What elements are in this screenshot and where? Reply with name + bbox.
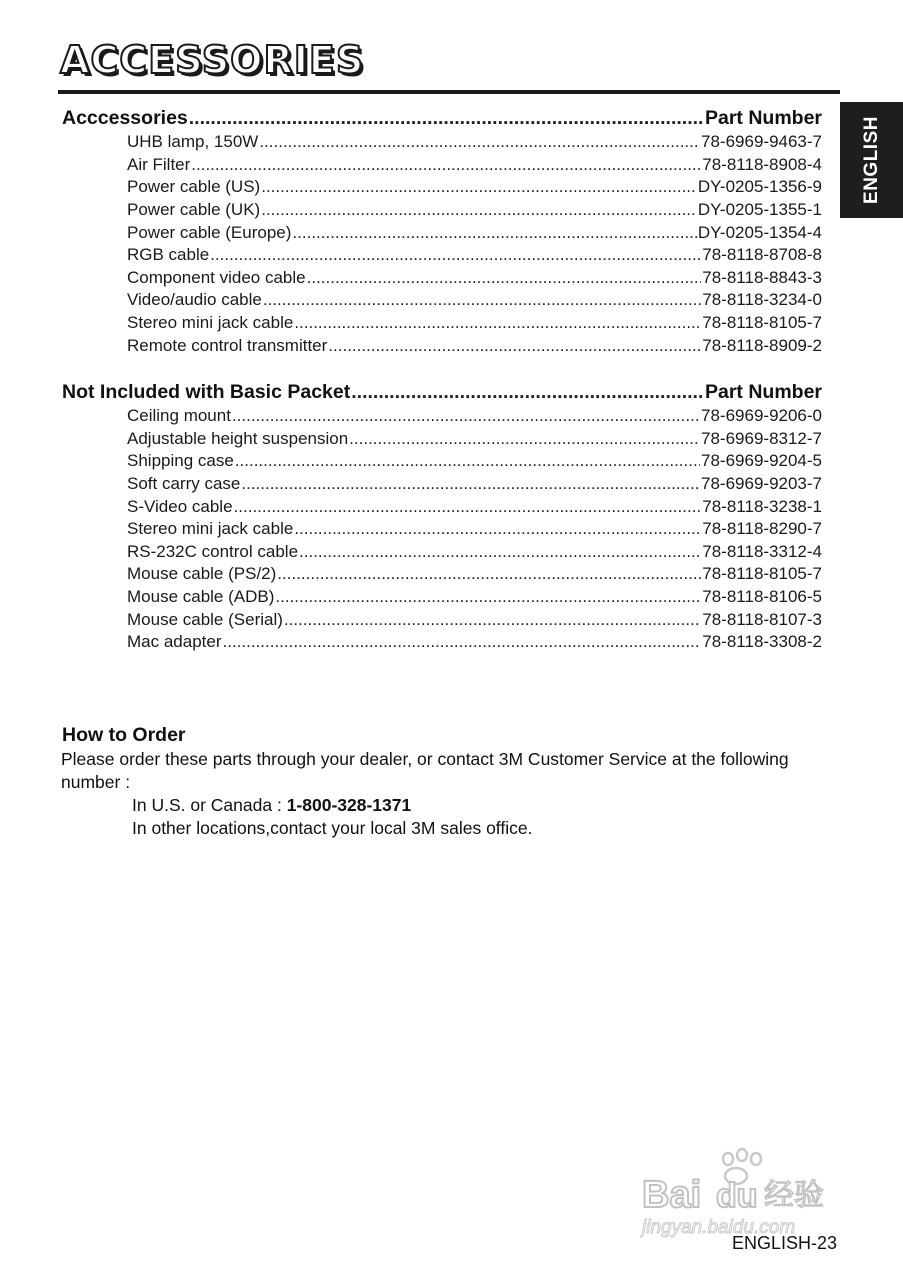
list-item	[62, 632, 822, 655]
us-contact-label: In U.S. or Canada :	[132, 795, 282, 815]
item-name: Ceiling mount	[127, 406, 231, 425]
item-part-number: 78-6969-8312-7	[701, 428, 822, 448]
item-name: Stereo mini jack cable	[127, 313, 294, 333]
language-tab	[840, 102, 903, 218]
item-name: Shipping case	[127, 451, 234, 471]
accessories-header-label: Acccessories	[62, 107, 188, 129]
dot-leader	[189, 107, 704, 130]
dot-leader	[284, 610, 701, 630]
dot-leader	[223, 632, 702, 652]
dot-leader	[261, 177, 697, 197]
baidu-watermark	[640, 1145, 850, 1240]
list-item	[62, 336, 822, 359]
list-item	[62, 268, 822, 291]
list-item	[62, 542, 822, 565]
dot-leader	[292, 223, 696, 243]
item-name: RS-232C control cable	[127, 541, 299, 561]
dot-leader	[261, 200, 697, 220]
item-name: Remote control transmitter	[127, 335, 328, 355]
dot-leader	[263, 290, 701, 310]
item-part-number: 78-8118-3312-4	[702, 541, 822, 561]
other-locations-line: In other locations,contact your local 3M sales office.	[132, 818, 533, 838]
item-part-number: 78-8118-8107-3	[702, 609, 822, 629]
list-item	[62, 223, 822, 246]
list-item	[62, 155, 822, 178]
dot-leader	[241, 474, 700, 494]
dot-leader	[235, 451, 700, 471]
not-included-header	[62, 381, 822, 406]
not-included-header-label: Not Included with Basic Packet	[62, 381, 351, 403]
us-phone-number: 1-800-328-1371	[286, 795, 412, 815]
not-included-section	[62, 381, 822, 655]
how-to-order-text: Please order these parts through your dealer, or contact 3M Customer Service at the following number :	[61, 749, 789, 792]
accessories-header-part: Part Number	[704, 107, 822, 129]
item-name: Adjustable height suspension	[127, 428, 349, 448]
dot-leader	[232, 406, 700, 426]
dot-leader	[328, 336, 701, 356]
item-part-number: 78-8118-3238-1	[702, 496, 822, 516]
item-part-number: 78-8118-8843-3	[702, 267, 822, 287]
item-name: Power cable (UK)	[127, 199, 261, 219]
us-contact-line	[132, 795, 411, 816]
list-item	[62, 519, 822, 542]
item-part-number: 78-6969-9206-0	[701, 406, 822, 425]
item-part-number: 78-6969-9204-5	[701, 451, 822, 471]
item-part-number: 78-8118-8708-8	[702, 245, 822, 265]
item-part-number: 78-8118-8908-4	[702, 154, 822, 174]
item-name: Power cable (Europe)	[127, 222, 292, 242]
list-item	[62, 177, 822, 200]
dot-leader	[277, 564, 701, 584]
list-item	[62, 406, 822, 429]
list-item	[62, 610, 822, 633]
dot-leader	[259, 132, 700, 152]
item-part-number: 78-6969-9203-7	[701, 473, 822, 493]
item-name: RGB cable	[127, 245, 210, 265]
item-name: Video/audio cable	[127, 290, 262, 310]
item-part-number: 78-8118-3308-2	[702, 632, 822, 652]
dot-leader	[351, 381, 704, 404]
dot-leader	[275, 587, 701, 607]
item-part-number: 78-8118-3234-0	[702, 290, 822, 310]
item-part-number: 78-6969-9463-7	[701, 132, 822, 151]
item-name: Mouse cable (ADB)	[127, 587, 275, 607]
dot-leader	[349, 429, 700, 449]
item-name: Component video cable	[127, 267, 306, 287]
dot-leader	[234, 497, 702, 517]
accessories-header	[62, 107, 822, 132]
dot-leader	[210, 245, 701, 265]
not-included-header-part: Part Number	[704, 381, 822, 403]
dot-leader	[307, 268, 702, 288]
accessories-list	[62, 132, 822, 358]
item-name: Soft carry case	[127, 473, 241, 493]
list-item	[62, 451, 822, 474]
item-name: Air Filter	[127, 154, 191, 174]
watermark-url: jingyan.baidu.com	[642, 1217, 796, 1238]
item-part-number: DY-0205-1355-1	[697, 199, 822, 219]
list-item	[62, 429, 822, 452]
how-to-order-heading: How to Order	[62, 724, 186, 746]
list-item	[62, 245, 822, 268]
item-part-number: DY-0205-1356-9	[697, 177, 822, 197]
item-name: Mouse cable (Serial)	[127, 609, 283, 629]
list-item	[62, 200, 822, 223]
not-included-list	[62, 406, 822, 655]
item-name: S-Video cable	[127, 496, 233, 516]
list-item	[62, 587, 822, 610]
list-item	[62, 474, 822, 497]
item-name: Mouse cable (PS/2)	[127, 564, 277, 584]
item-name: Power cable (US)	[127, 177, 261, 197]
watermark-brand: Bai	[642, 1174, 702, 1216]
item-part-number: 78-8118-8290-7	[702, 519, 822, 539]
item-name: Mac adapter	[127, 632, 222, 652]
page-title: ACCESSORIES	[60, 38, 365, 82]
item-part-number: 78-8118-8106-5	[702, 587, 822, 607]
dot-leader	[191, 155, 701, 175]
list-item	[62, 313, 822, 336]
page-number: ENGLISH-23	[731, 1233, 837, 1253]
watermark-brand-suffix: du	[716, 1177, 758, 1215]
item-part-number: DY-0205-1354-4	[697, 222, 822, 242]
accessories-section	[62, 107, 822, 358]
title-divider	[58, 90, 840, 94]
item-name: UHB lamp, 150W	[127, 132, 259, 151]
language-tab-label: ENGLISH	[860, 116, 882, 204]
item-name: Stereo mini jack cable	[127, 519, 294, 539]
item-part-number: 78-8118-8105-7	[702, 564, 822, 584]
item-part-number: 78-8118-8909-2	[702, 335, 822, 355]
list-item	[62, 497, 822, 520]
list-item	[62, 132, 822, 155]
dot-leader	[294, 313, 701, 333]
watermark-product: 经验	[764, 1178, 824, 1213]
dot-leader	[299, 542, 701, 562]
dot-leader	[294, 519, 701, 539]
list-item	[62, 290, 822, 313]
item-part-number: 78-8118-8105-7	[702, 313, 822, 333]
list-item	[62, 564, 822, 587]
